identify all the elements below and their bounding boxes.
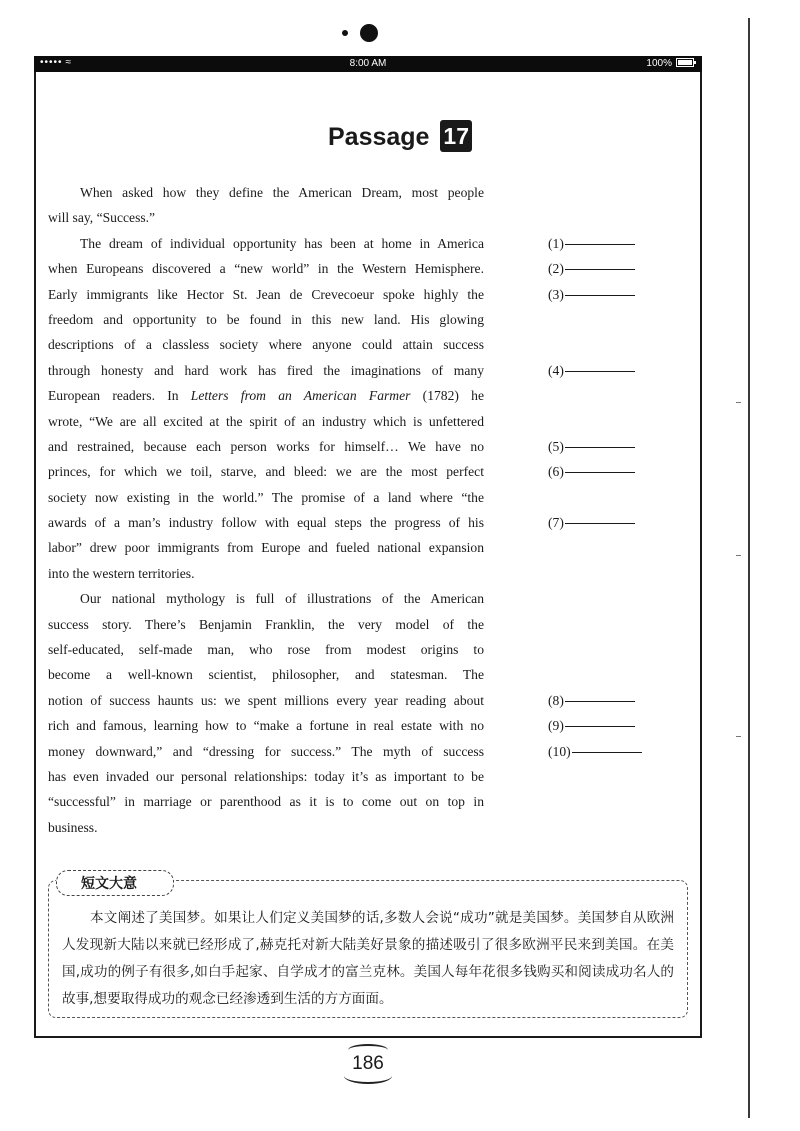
answer-blank-line[interactable] (572, 752, 642, 753)
margin-tick (736, 555, 741, 556)
passage-line (48, 688, 484, 713)
answer-blank[interactable] (548, 459, 658, 484)
summary-text: 本文阐述了美国梦。如果让人们定义美国梦的话,多数人会说“成功”就是美国梦。美国梦自从欧洲人发现新大陆以来就已经形成了,赫克托对新大陆美好景象的描述吸引了很多欧洲平民来到美国。在美国,成功的例子有很多,如白手起家、自学成才的富兰克林。美国人每年花很多钱购买和阅读成功名人的故事,想要取得成功的观念已经渗透到生活的方方面面。 (62, 910, 674, 1007)
passage-line (48, 637, 484, 662)
passage-line (48, 231, 484, 256)
answer-blank-label: (10) (548, 743, 571, 759)
passage-line-text: freedom and opportunity to be found in this new land. His glowing (48, 311, 484, 327)
passage-line-text: rich and famous, learning how to “make a fortune in real estate with no (48, 718, 484, 734)
answer-blank-line[interactable] (565, 447, 635, 448)
answer-blank[interactable] (548, 358, 658, 383)
passage-line-text: and restrained, because each person works for himself… We have no (48, 438, 484, 454)
answer-blank-label: (2) (548, 261, 564, 277)
status-bar (34, 56, 702, 72)
summary-heading: 短文大意 (56, 870, 174, 896)
answer-blank[interactable] (548, 739, 658, 764)
passage-line-text: wrote, “We are all excited at the spirit of an industry which is unfettered (48, 413, 484, 429)
passage-line-text: The dream of individual opportunity has been at home in America (80, 235, 484, 251)
answer-blank-line[interactable] (565, 472, 635, 473)
passage-line-text: Early immigrants like Hector St. Jean de Crevecoeur spoke highly the (48, 286, 484, 302)
passage-line (48, 713, 484, 738)
passage-line-text: self-educated, self-made man, who rose from modest origins to (48, 642, 484, 658)
passage-line-text: notion of success haunts us: we spent millions every year reading about (48, 692, 484, 708)
answer-blank-label: (3) (548, 286, 564, 302)
signal-dots: ••••• (40, 57, 63, 68)
passage-line (48, 739, 484, 764)
answer-blank[interactable] (548, 282, 658, 307)
device-camera (340, 24, 390, 44)
passage-line (48, 459, 484, 484)
answer-blank-label: (1) (548, 235, 564, 251)
passage-line (48, 485, 484, 510)
camera-lens (360, 24, 378, 42)
page-number (340, 1044, 396, 1084)
answer-blank-line[interactable] (565, 523, 635, 524)
passage-line (48, 307, 484, 332)
answer-blank-line[interactable] (565, 726, 635, 727)
passage-line (48, 510, 484, 535)
passage-line-text: business. (48, 819, 98, 835)
passage-line-text: when Europeans discovered a “new world” in the Western Hemisphere. (48, 261, 484, 277)
battery-icon (676, 58, 694, 67)
page-number-arc (344, 1068, 392, 1084)
battery-percent: 100% (646, 58, 672, 69)
answer-blank-label: (5) (548, 439, 564, 454)
battery-status (646, 58, 694, 69)
answer-blank-label: (8) (548, 693, 564, 708)
answer-blank[interactable] (548, 510, 658, 535)
passage-line-text: “successful” in marriage or parenthood as it is to come out on top in (48, 794, 484, 810)
passage-line (48, 815, 484, 840)
passage-line (48, 662, 484, 687)
passage-line-text: labor” drew poor immigrants from Europe and fueled national expansion (48, 540, 484, 556)
passage-line (48, 332, 484, 357)
passage-line (48, 409, 484, 434)
passage-line-text: money downward,” and “dressing for success.” The myth of success (48, 743, 484, 759)
passage-line-text: through honesty and hard work has fired the imaginations of many (48, 362, 484, 378)
answer-blank-line[interactable] (565, 701, 635, 702)
passage-line (48, 256, 484, 281)
passage-line (48, 282, 484, 307)
wifi-icon: ≈ (65, 57, 73, 68)
answer-blank-label: (9) (548, 718, 564, 734)
passage-line (48, 358, 484, 383)
answer-blank-line[interactable] (565, 295, 635, 296)
answer-blank-label: (7) (548, 515, 564, 531)
passage-line (48, 383, 484, 408)
passage-line-text: will say, “Success.” (48, 210, 156, 226)
passage-line-text: European readers. In (48, 388, 191, 404)
passage-line (48, 789, 484, 814)
answer-blank-line[interactable] (565, 371, 635, 372)
passage-line (48, 535, 484, 560)
book-title: Letters from an American Farmer (190, 388, 411, 404)
page-number-arc (348, 1044, 388, 1056)
answer-blank[interactable] (548, 231, 658, 256)
answer-blank[interactable] (548, 434, 658, 459)
answer-blank-line[interactable] (565, 269, 635, 270)
passage-line-text: (1782) he (410, 388, 484, 404)
passage-line (48, 180, 484, 205)
passage-line (48, 764, 484, 789)
page-number-text: 186 (352, 1053, 384, 1074)
passage-line-text: has even invaded our personal relationships: today it’s as important to be (48, 768, 484, 784)
passage-line (48, 205, 484, 230)
passage-title (0, 120, 800, 152)
binder-edge (748, 18, 750, 1118)
answer-blank[interactable] (548, 688, 658, 713)
answer-blank-label: (4) (548, 362, 564, 378)
passage-number-badge: 17 (440, 120, 472, 152)
passage-line (48, 612, 484, 637)
sensor-dot (342, 30, 348, 36)
passage-title-text: Passage (327, 123, 430, 151)
passage-line-text: become a well-known scientist, philosopher, and statesman. The (48, 667, 484, 683)
passage-line-text: into the western territories. (48, 565, 195, 581)
answer-blank-label: (6) (548, 464, 564, 480)
passage-line-text: success story. There’s Benjamin Franklin, the very model of the (48, 616, 484, 632)
passage-body (48, 180, 484, 840)
passage-line (48, 586, 484, 611)
passage-line-text: When asked how they define the American Dream, most people (80, 185, 484, 200)
passage-line-text: princes, for which we toil, starve, and bleed: we are the most perfect (48, 464, 484, 480)
status-time: 8:00 AM (349, 58, 387, 69)
answer-blank[interactable] (548, 713, 658, 738)
answer-blank-line[interactable] (565, 244, 635, 245)
passage-line (48, 434, 484, 459)
passage-line-text: Our national mythology is full of illustrations of the American (80, 591, 484, 607)
answer-blank[interactable] (548, 256, 658, 281)
passage-line (48, 561, 484, 586)
margin-tick (736, 402, 741, 403)
margin-tick (736, 736, 741, 737)
passage-line-text: society now existing in the world.” The promise of a land where “the (48, 489, 484, 505)
passage-line-text: descriptions of a classless society where anyone could attain success (48, 337, 484, 353)
passage-line-text: awards of a man’s industry follow with equal steps the progress of his (48, 515, 484, 531)
